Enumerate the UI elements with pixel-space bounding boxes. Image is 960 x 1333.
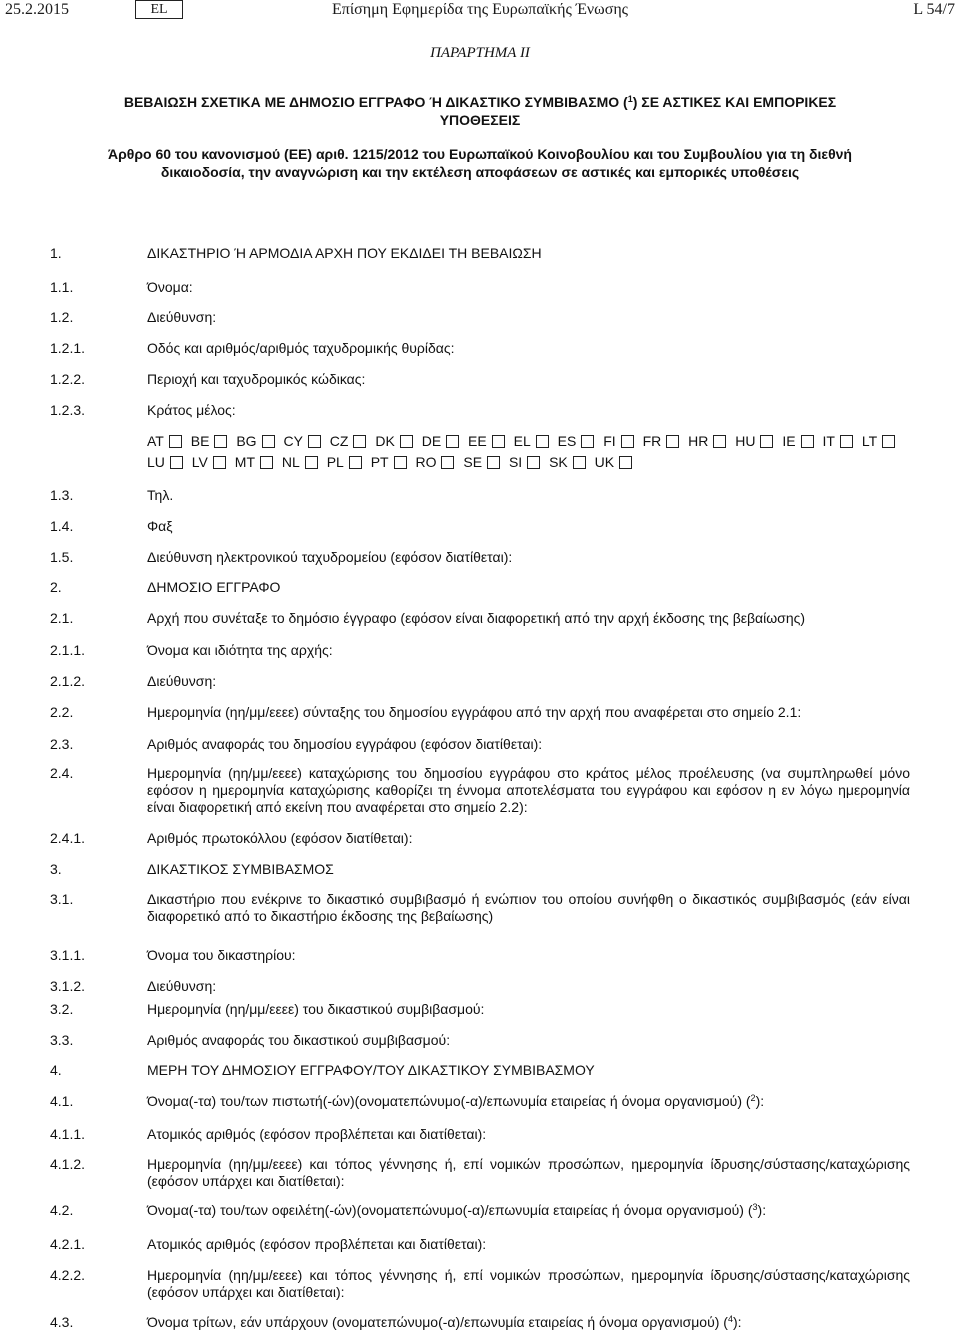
item-number: 4.2. (50, 1202, 74, 1218)
item-label (147, 947, 910, 964)
member-state-option[interactable] (643, 431, 680, 452)
checkbox-icon[interactable] (619, 456, 632, 469)
member-state-option[interactable] (463, 452, 500, 473)
item-label-text: Αριθμός αναφοράς του δημοσίου εγγράφου (εφόσον διατίθεται): (147, 736, 543, 752)
checkbox-icon[interactable] (527, 456, 540, 469)
item-number: 4.2.1. (50, 1236, 86, 1252)
checkbox-icon[interactable] (169, 435, 182, 448)
item-label (147, 978, 910, 995)
item-label (147, 736, 910, 753)
checkbox-icon[interactable] (400, 435, 413, 448)
item-label-text: ΔΙΚΑΣΤΙΚΟΣ ΣΥΜΒΙΒΑΣΜΟΣ (147, 861, 334, 877)
item-label (147, 1032, 910, 1049)
member-state-code: IE (782, 433, 796, 449)
member-state-code: PL (326, 454, 344, 470)
item-label (147, 487, 910, 504)
item-number: 2.1. (50, 610, 74, 626)
item-label-text: Ημερομηνία (ηη/μμ/εεεε) σύνταξης του δημοσίου εγγράφου από την αρχή που αναφέρεται στο σημείο 2.1: (147, 704, 802, 720)
checkbox-icon[interactable] (840, 435, 853, 448)
regulation-reference: Άρθρο 60 του κανονισμού (ΕΕ) αριθ. 1215/2012 του Ευρωπαϊκού Κοινοβουλίου και του Συμβουλίου για τη διεθνή δικαιοδοσία, την αναγνώριση και την εκτέλεση αποφάσεων σε αστικές και εμπορικές υποθέσεις (108, 146, 852, 180)
item-number: 2.1.2. (50, 673, 86, 689)
item-label-text: Περιοχή και ταχυδρομικός κώδικας: (147, 371, 366, 387)
item-label (147, 518, 910, 535)
item-number: 2.3. (50, 736, 74, 752)
member-state-code: CZ (329, 433, 349, 449)
item-label (147, 340, 910, 357)
member-state-option[interactable] (514, 431, 549, 452)
item-number: 2.4.1. (50, 830, 86, 846)
certificate-title (100, 93, 860, 129)
item-label-text: Όνομα: (147, 279, 193, 295)
member-state-option[interactable] (191, 431, 228, 452)
item-label (147, 1062, 910, 1079)
item-number: 3.1. (50, 891, 74, 907)
member-state-option[interactable] (371, 452, 407, 473)
member-state-code: AT (147, 433, 164, 449)
checkbox-icon[interactable] (353, 435, 366, 448)
item-label (147, 1202, 910, 1219)
member-state-code: MT (234, 454, 255, 470)
member-state-code: HU (735, 433, 756, 449)
checkbox-icon[interactable] (308, 435, 321, 448)
checkbox-icon[interactable] (214, 435, 227, 448)
language-box: EL (135, 0, 183, 19)
item-number: 2.2. (50, 704, 74, 720)
member-state-code: EE (468, 433, 487, 449)
footnote-ref: 3 (752, 1202, 758, 1212)
member-state-code: CY (283, 433, 303, 449)
checkbox-icon[interactable] (260, 456, 273, 469)
certificate-title-text-a: ΒΕΒΑΙΩΣΗ ΣΧΕΤΙΚΑ ΜΕ ΔΗΜΟΣΙΟ ΕΓΓΡΑΦΟ Ή ΔΙΚΑΣΤΙΚΟ ΣΥΜΒΙΒΑΣΜΟ ( (123, 94, 628, 110)
item-label (147, 1093, 910, 1110)
item-label-text: Δικαστήριο που ενέκρινε το δικαστικό συμβιβασμό ή ενώπιον του οποίου συνήφθη ο δικαστικός συμβιβασμός (εάν είναι διαφορετικό από το δικαστήριο έκδοσης της βεβαίωσης) (147, 891, 910, 924)
item-label-text: Ατομικός αριθμός (εφόσον προβλέπεται και διατίθεται): (147, 1236, 487, 1252)
member-state-code: EL (513, 433, 531, 449)
item-label (147, 309, 910, 326)
member-state-code: RO (415, 454, 437, 470)
item-number: 1.1. (50, 279, 74, 295)
item-label-text: Διεύθυνση: (147, 309, 217, 325)
member-state-option[interactable] (735, 431, 773, 452)
member-state-code: HR (688, 433, 709, 449)
member-state-code: DE (421, 433, 442, 449)
member-state-option[interactable] (862, 431, 895, 452)
item-label (147, 610, 910, 627)
member-state-checkboxes (147, 431, 917, 473)
checkbox-icon[interactable] (441, 456, 454, 469)
member-state-code: IT (822, 433, 835, 449)
member-state-option[interactable] (688, 431, 726, 452)
item-label (147, 279, 910, 296)
item-number: 3.2. (50, 1001, 74, 1017)
member-state-code: LU (147, 454, 165, 470)
item-label-text: Ημερομηνία (ηη/μμ/εεεε) και τόπος γέννησης ή, επί νομικών προσώπων, ημερομηνία ίδρυσης/σύστασης/καταχώρισης (εφόσον υπάρχει και διατίθεται): (147, 1267, 910, 1300)
checkbox-icon[interactable] (536, 435, 549, 448)
item-label (147, 579, 910, 596)
member-state-code: LT (861, 433, 878, 449)
item-number: 4.3. (50, 1314, 74, 1330)
item-label-tail: ): (732, 1314, 742, 1330)
member-state-code: PT (370, 454, 389, 470)
checkbox-icon[interactable] (666, 435, 679, 448)
member-state-option[interactable] (558, 431, 595, 452)
checkbox-icon[interactable] (349, 456, 362, 469)
item-number: 4.1.2. (50, 1156, 86, 1172)
member-state-code: FI (603, 433, 616, 449)
checkbox-icon[interactable] (446, 435, 459, 448)
item-number: 1.2.1. (50, 340, 86, 356)
member-state-code: SE (463, 454, 483, 470)
item-label-text: Διεύθυνση: (147, 978, 217, 994)
member-state-code: DK (375, 433, 395, 449)
item-label-text: Όνομα και ιδιότητα της αρχής: (147, 642, 333, 658)
item-label (147, 1314, 910, 1331)
checkbox-icon[interactable] (305, 456, 318, 469)
item-label-text: ΔΙΚΑΣΤΗΡΙΟ Ή ΑΡΜΟΔΙΑ ΑΡΧΗ ΠΟΥ ΕΚΔΙΔΕΙ ΤΗ ΒΕΒΑΙΩΣΗ (147, 245, 542, 261)
member-state-option[interactable] (549, 452, 586, 473)
item-label-text: Όνομα(-τα) του/των οφειλέτη(-ών)(ονοματεπώνυμο(-α)/επωνυμία εταιρείας ή όνομα οργανισμού) ( (147, 1202, 753, 1218)
item-label-text: ΔΗΜΟΣΙΟ ΕΓΓΡΑΦΟ (147, 579, 281, 595)
item-label (147, 765, 910, 816)
item-label-text: Όνομα τρίτων, εάν υπάρχουν (ονοματεπώνυμο(-α)/επωνυμία εταιρείας ή όνομα οργανισμού) ( (147, 1314, 728, 1330)
member-state-code: BE (190, 433, 210, 449)
item-label (147, 1001, 910, 1018)
item-number: 1.4. (50, 518, 74, 534)
checkbox-icon[interactable] (713, 435, 726, 448)
checkbox-icon[interactable] (487, 456, 500, 469)
item-number: 4.1. (50, 1093, 74, 1109)
item-label (147, 1126, 910, 1143)
member-state-option[interactable] (147, 452, 183, 473)
item-number: 2. (50, 579, 62, 595)
item-label (147, 371, 910, 388)
item-label-text: Διεύθυνση: (147, 673, 217, 689)
member-state-option[interactable] (147, 431, 182, 452)
member-state-option[interactable] (330, 431, 367, 452)
item-label-tail: ): (757, 1202, 767, 1218)
item-label (147, 549, 910, 566)
checkbox-icon[interactable] (760, 435, 773, 448)
member-state-option[interactable] (603, 431, 633, 452)
item-label (147, 704, 910, 721)
item-label-text: Ημερομηνία (ηη/μμ/εεεε) καταχώρισης του δημοσίου εγγράφου στο κράτος μέλος προέλευσης (να συμπληρωθεί μόνο εφόσον η ημερομηνία καταχώρισης καθορίζει τη έννομα αποτελέσματα του εγγράφου και εφόσον η εν λόγω ημερομηνία είναι διαφορετική από εκείνη που αναφέρεται στο σημείο 2.2): (147, 765, 910, 815)
item-number: 2.1.1. (50, 642, 86, 658)
footnote-ref: 4 (727, 1314, 733, 1324)
item-number: 1.2.2. (50, 371, 86, 387)
item-label-text: Κράτος μέλος: (147, 402, 236, 418)
item-label-text: Όνομα του δικαστηρίου: (147, 947, 296, 963)
item-label (147, 1267, 910, 1301)
checkbox-icon[interactable] (213, 456, 226, 469)
member-state-option[interactable] (422, 431, 459, 452)
checkbox-icon[interactable] (492, 435, 505, 448)
item-label (147, 1236, 910, 1253)
member-state-option[interactable] (282, 452, 318, 473)
footnote-ref: 2 (750, 1093, 756, 1103)
item-label-text: ΜΕΡΗ ΤΟΥ ΔΗΜΟΣΙΟΥ ΕΓΓΡΑΦΟΥ/ΤΟΥ ΔΙΚΑΣΤΙΚΟΥ ΣΥΜΒΙΒΑΣΜΟΥ (147, 1062, 595, 1078)
member-state-code: LV (191, 454, 208, 470)
item-number: 1.3. (50, 487, 74, 503)
member-state-option[interactable] (236, 431, 274, 452)
checkbox-icon[interactable] (621, 435, 634, 448)
item-number: 1.5. (50, 549, 74, 565)
checkbox-icon[interactable] (170, 456, 183, 469)
member-state-option[interactable] (468, 431, 505, 452)
page-number: L 54/7 (913, 1, 955, 18)
item-number: 2.4. (50, 765, 74, 781)
item-label-tail: ): (755, 1093, 765, 1109)
footnote-ref-1: 1 (627, 94, 633, 104)
item-label-text: Φαξ (147, 518, 173, 534)
member-state-option[interactable] (823, 431, 853, 452)
checkbox-icon[interactable] (394, 456, 407, 469)
member-state-code: UK (594, 454, 615, 470)
item-number: 3.3. (50, 1032, 74, 1048)
publication-date: 25.2.2015 (5, 1, 69, 18)
running-header (0, 0, 960, 22)
checkbox-icon[interactable] (573, 456, 586, 469)
member-state-option[interactable] (192, 452, 226, 473)
item-number: 4.2.2. (50, 1267, 86, 1283)
member-state-option[interactable] (415, 452, 454, 473)
item-label-text: Ημερομηνία (ηη/μμ/εεεε) και τόπος γέννησης ή, επί νομικών προσώπων, ημερομηνία ίδρυσης/σύστασης/καταχώρισης (εφόσον υπάρχει και διατίθεται): (147, 1156, 910, 1189)
item-number: 1.2. (50, 309, 74, 325)
checkbox-icon[interactable] (882, 435, 895, 448)
item-label (147, 891, 910, 925)
member-state-option[interactable] (782, 431, 813, 452)
checkbox-icon[interactable] (262, 435, 275, 448)
item-label (147, 1156, 910, 1190)
item-label-text: Αριθμός πρωτοκόλλου (εφόσον διατίθεται): (147, 830, 413, 846)
member-state-option[interactable] (283, 431, 320, 452)
item-label-text: Διεύθυνση ηλεκτρονικού ταχυδρομείου (εφόσον διατίθεται): (147, 549, 513, 565)
item-label-text: Τηλ. (147, 487, 174, 503)
item-number: 1.2.3. (50, 402, 86, 418)
journal-title: Επίσημη Εφημερίδα της Ευρωπαϊκής Ένωσης (331, 1, 629, 18)
member-state-code: NL (281, 454, 300, 470)
item-label-text: Αρχή που συνέταξε το δημόσιο έγγραφο (εφόσον είναι διαφορετική από την αρχή έκδοσης της βεβαίωσης) (147, 610, 806, 626)
item-label-text: Ημερομηνία (ηη/μμ/εεεε) του δικαστικού συμβιβασμού: (147, 1001, 485, 1017)
checkbox-icon[interactable] (581, 435, 594, 448)
member-state-option[interactable] (595, 452, 632, 473)
member-state-option[interactable] (235, 452, 273, 473)
item-label (147, 642, 910, 659)
item-number: 3.1.2. (50, 978, 86, 994)
member-state-option[interactable] (375, 431, 412, 452)
item-label-text: Όνομα(-τα) του/των πιστωτή(-ών)(ονοματεπώνυμο(-α)/επωνυμία εταιρείας ή όνομα οργανισμού) ( (147, 1093, 751, 1109)
member-state-code: SK (549, 454, 568, 470)
certificate-title-text-b: ) ΣΕ ΑΣΤΙΚΕΣ ΚΑΙ ΕΜΠΟΡΙΚΕΣ ΥΠΟΘΕΣΕΙΣ (439, 94, 837, 128)
item-label (147, 245, 910, 262)
item-label-text: Οδός και αριθμός/αριθμός ταχυδρομικής θυρίδας: (147, 340, 455, 356)
item-number: 1. (50, 245, 62, 261)
item-number: 4.1.1. (50, 1126, 86, 1142)
item-number: 3. (50, 861, 62, 877)
member-state-option[interactable] (509, 452, 540, 473)
item-label-text: Αριθμός αναφοράς του δικαστικού συμβιβασμού: (147, 1032, 451, 1048)
item-label (147, 861, 910, 878)
item-label-text: Ατομικός αριθμός (εφόσον προβλέπεται και διατίθεται): (147, 1126, 487, 1142)
item-number: 3.1.1. (50, 947, 86, 963)
item-label (147, 673, 910, 690)
member-state-code: SI (508, 454, 523, 470)
checkbox-icon[interactable] (801, 435, 814, 448)
item-number: 4. (50, 1062, 62, 1078)
member-state-code: BG (236, 433, 257, 449)
item-label (147, 402, 910, 419)
member-state-code: FR (642, 433, 662, 449)
member-state-code: ES (557, 433, 577, 449)
annex-label: ΠΑΡΑΡΤΗΜΑ II (430, 45, 530, 61)
member-state-option[interactable] (327, 452, 362, 473)
item-label (147, 830, 910, 847)
